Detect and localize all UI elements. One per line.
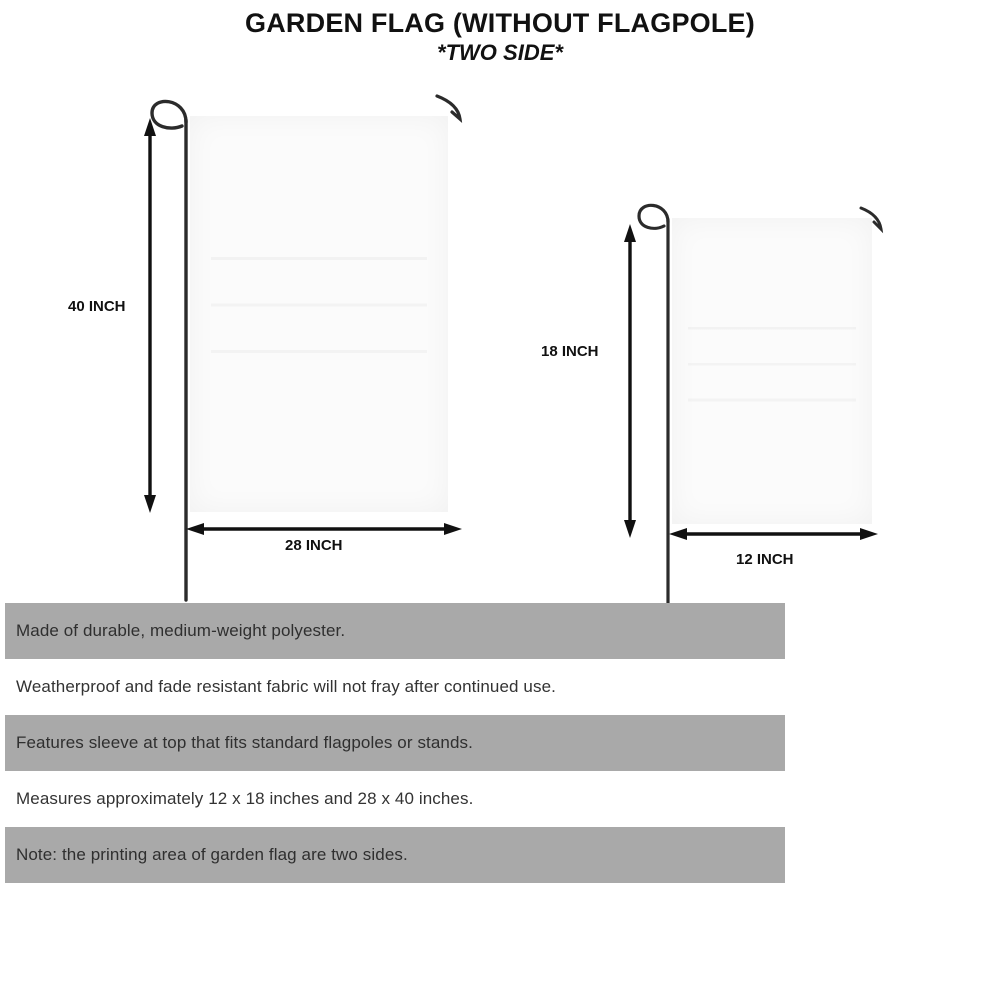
height-dim-arrow-bottom-large — [144, 495, 156, 513]
feature-text: Weatherproof and fade resistant fabric will not fray after continued use. — [16, 677, 556, 696]
list-item — [5, 771, 785, 827]
width-dim-arrow-right-large — [444, 523, 462, 535]
pole-loop-large — [152, 101, 186, 128]
list-item — [5, 715, 785, 771]
list-item — [5, 603, 785, 659]
feature-list — [5, 603, 785, 883]
flag-small-width-label: 12 INCH — [736, 551, 794, 568]
height-dim-arrow-top-small — [624, 224, 636, 242]
feature-text: Note: the printing area of garden flag are two sides. — [16, 845, 408, 864]
title-sub: *TWO SIDE* — [437, 40, 563, 66]
list-item — [5, 659, 785, 715]
feature-text: Features sleeve at top that fits standard flagpoles or stands. — [16, 733, 473, 752]
feature-text: Measures approximately 12 x 18 inches and 28 x 40 inches. — [16, 789, 474, 808]
title-main: GARDEN FLAG (WITHOUT FLAGPOLE) — [245, 8, 755, 38]
flag-large-width-label: 28 INCH — [285, 537, 343, 554]
flag-cloth-small — [672, 218, 872, 524]
flag-small-height-label: 18 INCH — [541, 343, 599, 360]
width-dim-arrow-left-small — [669, 528, 687, 540]
width-dim-arrow-right-small — [860, 528, 878, 540]
list-item — [5, 827, 785, 883]
flag-cloth-large — [190, 116, 448, 512]
height-dim-arrow-bottom-small — [624, 520, 636, 538]
pole-loop-small — [639, 205, 668, 228]
flag-large-height-label: 40 INCH — [68, 298, 126, 315]
width-dim-arrow-left-large — [186, 523, 204, 535]
feature-text: Made of durable, medium-weight polyester. — [16, 621, 346, 640]
